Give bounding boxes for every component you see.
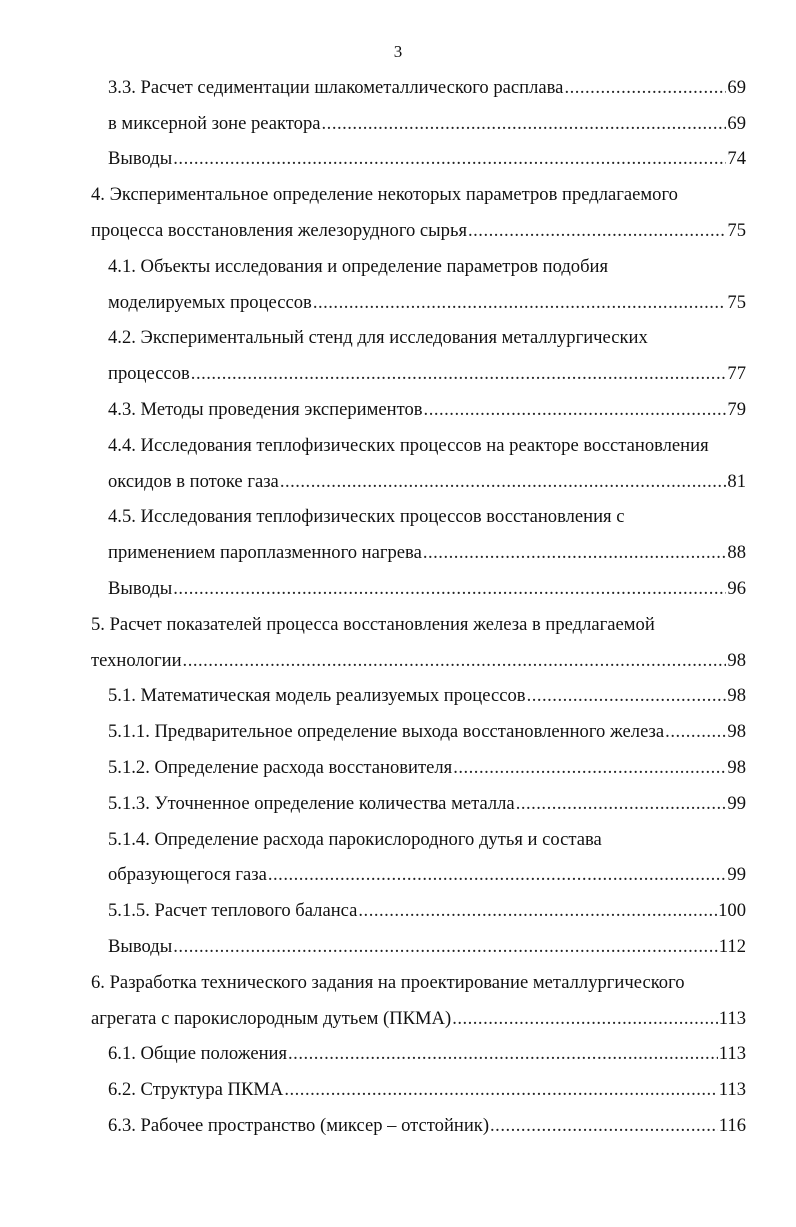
toc-entry-title: 6.3. Рабочее пространство (миксер – отстойник) — [108, 1115, 490, 1136]
toc-entry[interactable] — [91, 965, 746, 1001]
toc-entry-title: агрегата с парокислородным дутьем (ПКМА) — [91, 1007, 452, 1029]
toc-entry[interactable] — [91, 428, 746, 464]
toc-entry-page: 98 — [727, 721, 746, 743]
dot-leader — [284, 1079, 717, 1101]
toc-entry-title: Выводы — [108, 936, 173, 958]
toc-entry[interactable] — [91, 285, 746, 321]
toc-entry-title: Выводы — [108, 578, 173, 600]
toc-entry-page: 98 — [727, 685, 746, 707]
toc-entry-title: 4.3. Методы проведения экспериментов — [108, 399, 423, 421]
toc-entry[interactable] — [91, 929, 746, 965]
toc-entry[interactable] — [91, 356, 746, 392]
toc-entry-title: 4. Экспериментальное определение некоторых параметров предлагаемого — [91, 184, 678, 206]
dot-leader — [358, 900, 717, 922]
toc-entry-page: 96 — [727, 578, 746, 600]
toc-entry-title: процесса восстановления железорудного сырья — [91, 220, 467, 242]
toc-entry-page: 75 — [727, 291, 746, 313]
toc-entry[interactable] — [91, 643, 746, 679]
dot-leader — [173, 936, 718, 958]
dot-leader — [424, 399, 727, 421]
toc-entry-title: образующегося газа — [108, 864, 267, 886]
toc-entry[interactable] — [91, 714, 746, 750]
toc-entry-title: Выводы — [108, 148, 173, 170]
toc-entry-page: 100 — [718, 900, 746, 922]
toc-entry[interactable] — [91, 106, 746, 142]
toc-entry-title: 3.3. Расчет седиментации шлакометаллического расплава — [108, 76, 564, 98]
dot-leader — [564, 77, 726, 99]
dot-leader — [423, 542, 727, 564]
toc-entry-title: 6.2. Структура ПКМА — [108, 1079, 284, 1101]
toc-entry-title: 5.1.2. Определение расхода восстановителя — [108, 757, 453, 779]
toc-entry-title: технологии — [91, 649, 182, 671]
toc-entry-title: 5.1.1. Предварительное определение выхода восстановленного железа — [108, 721, 665, 743]
toc-entry[interactable] — [91, 70, 746, 106]
toc-entry-title: процессов — [108, 363, 190, 385]
toc-entry-page: 81 — [727, 470, 746, 492]
toc-entry-page: 79 — [727, 399, 746, 421]
toc-entry-page: 77 — [727, 363, 746, 385]
dot-leader — [665, 721, 726, 743]
toc-entry-title: применением пароплазменного нагрева — [108, 542, 422, 564]
toc-entry[interactable] — [91, 786, 746, 822]
table-of-contents — [91, 70, 746, 1144]
toc-entry-page: 113 — [718, 1007, 746, 1029]
toc-entry-title: 4.1. Объекты исследования и определение параметров подобия — [108, 255, 609, 277]
toc-entry[interactable] — [91, 142, 746, 178]
toc-entry[interactable] — [91, 392, 746, 428]
dot-leader — [288, 1043, 718, 1065]
dot-leader — [452, 1008, 718, 1030]
toc-entry-page: 113 — [718, 1079, 746, 1101]
toc-entry[interactable] — [91, 535, 746, 571]
toc-entry[interactable] — [91, 679, 746, 715]
toc-entry[interactable] — [91, 464, 746, 500]
dot-leader — [280, 471, 727, 493]
toc-entry-title: 4.4. Исследования теплофизических процессов на реакторе восстановления — [108, 434, 709, 456]
dot-leader — [173, 578, 726, 600]
toc-entry-title: 4.2. Экспериментальный стенд для исследования металлургических — [108, 327, 648, 349]
toc-entry[interactable] — [91, 1108, 746, 1144]
toc-entry-title: 4.5. Исследования теплофизических процессов восстановления с — [108, 506, 625, 528]
toc-entry-page: 99 — [727, 792, 746, 814]
toc-entry[interactable] — [91, 1072, 746, 1108]
toc-entry[interactable] — [91, 607, 746, 643]
toc-entry-page: 116 — [718, 1115, 746, 1136]
toc-entry-page: 98 — [727, 649, 746, 671]
dot-leader — [490, 1115, 718, 1137]
dot-leader — [468, 220, 726, 242]
toc-entry-page: 74 — [727, 148, 746, 170]
toc-entry-title: 5.1.5. Расчет теплового баланса — [108, 900, 358, 922]
dot-leader — [322, 113, 727, 135]
page-number: 3 — [393, 42, 403, 61]
toc-entry-title: 5.1.3. Уточненное определение количества металла — [108, 792, 515, 814]
dot-leader — [313, 292, 727, 314]
toc-entry-page: 69 — [727, 76, 746, 98]
dot-leader — [527, 685, 727, 707]
toc-entry-title: 5.1.4. Определение расхода парокислородного дутья и состава — [108, 828, 602, 850]
toc-entry-title: 5. Расчет показателей процесса восстановления железа в предлагаемой — [91, 613, 655, 635]
toc-entry-page: 75 — [727, 220, 746, 242]
toc-entry-title: 6. Разработка технического задания на проектирование металлургического — [91, 971, 685, 993]
toc-entry[interactable] — [91, 321, 746, 357]
toc-entry[interactable] — [91, 213, 746, 249]
toc-entry-title: моделируемых процессов — [108, 291, 312, 313]
toc-entry-title: 6.1. Общие положения — [108, 1043, 288, 1065]
toc-entry[interactable] — [91, 1001, 746, 1037]
toc-entry-page: 69 — [727, 112, 746, 134]
toc-entry[interactable] — [91, 750, 746, 786]
toc-entry-page: 99 — [727, 864, 746, 886]
toc-entry[interactable] — [91, 858, 746, 894]
toc-entry-title: оксидов в потоке газа — [108, 470, 279, 492]
dot-leader — [453, 757, 726, 779]
dot-leader — [173, 148, 726, 170]
dot-leader — [268, 864, 727, 886]
toc-entry[interactable] — [91, 822, 746, 858]
toc-entry[interactable] — [91, 571, 746, 607]
dot-leader — [191, 363, 727, 385]
dot-leader — [183, 650, 727, 672]
toc-entry-page: 112 — [718, 936, 746, 958]
toc-entry-page: 113 — [718, 1043, 746, 1065]
dot-leader — [516, 793, 727, 815]
toc-entry[interactable] — [91, 893, 746, 929]
toc-entry-page: 88 — [727, 542, 746, 564]
toc-entry-title: в миксерной зоне реактора — [108, 112, 321, 134]
toc-entry-title: 5.1. Математическая модель реализуемых процессов — [108, 685, 526, 707]
toc-entry-page: 98 — [727, 757, 746, 779]
toc-entry[interactable] — [91, 177, 746, 213]
toc-entry[interactable] — [91, 500, 746, 536]
toc-entry[interactable] — [91, 249, 746, 285]
toc-entry[interactable] — [91, 1037, 746, 1073]
